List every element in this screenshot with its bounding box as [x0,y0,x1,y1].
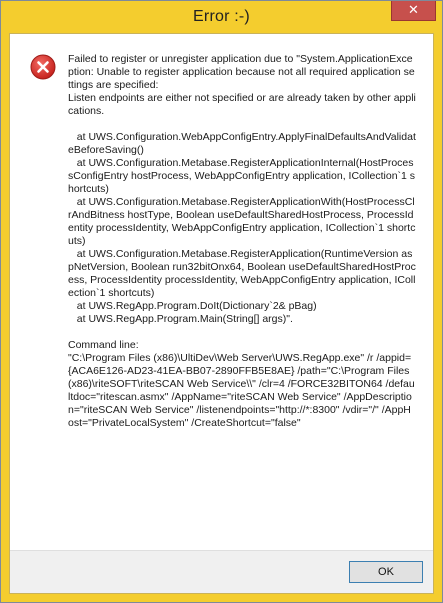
error-icon [30,54,56,80]
close-icon: ✕ [408,3,419,18]
title-bar[interactable] [1,1,442,33]
dialog-title: Error :-) [193,8,250,25]
ok-button[interactable]: OK [349,561,423,583]
close-button[interactable] [391,1,436,21]
button-bar [10,550,433,593]
error-message: Failed to register or unregister application due to "System.ApplicationException: Unable to register application because not all required application settings are specified: Listen endpoints are either not specified or are already taken by other applications. at UWS.Configuration.WebAppConfigEntry.ApplyFinalDefaultsAndValidateBeforeSaving() at UWS.Configuration.Metabase.RegisterApplicationInternal(HostProcessConfigEntry hostProcess, WebAppConfigEntry application, ICollection`1 shortcuts) at UWS.Configuration.Metabase.RegisterApplicationWith(HostProcessClrAndBitness hostType, Boolean useDefaultSharedHostProcess, ProcessIdentity processIdentity, WebAppConfigEntry application, ICollection`1 shortcuts) at UWS.Configuration.Metabase.RegisterApplication(RuntimeVersion aspNetVersion, Boolean run32bitOnx64, Boolean useDefaultSharedHostProcess, ProcessIdentity processIdentity, WebAppConfigEntry application, ICollection`1 shortcuts) at UWS.RegApp.Program.DoIt(Dictionary`2& pBag) at UWS.RegApp.Program.Main(String[] args)". Command line: "C:\Program Files (x86)\UltiDev\Web Server\UWS.RegApp.exe" /r /appid={ACA6E126-AD23-41EA-BB07-2890FFB5E8AE} /path="C:\Program Files (x86)\riteSOFT\riteSCAN Web Service\\" /clr=4 /FORCE32BITON64 /defaultdoc="ritescan.asmx" /AppName="riteSCAN Web Service" /AppDescription="riteSCAN Web Service" /listenendpoints="http://*:8300" /vdir="/" /AppHost="PrivateLocalSystem" /CreateShortcut="false" [68,53,416,429]
dialog-body [9,33,434,594]
